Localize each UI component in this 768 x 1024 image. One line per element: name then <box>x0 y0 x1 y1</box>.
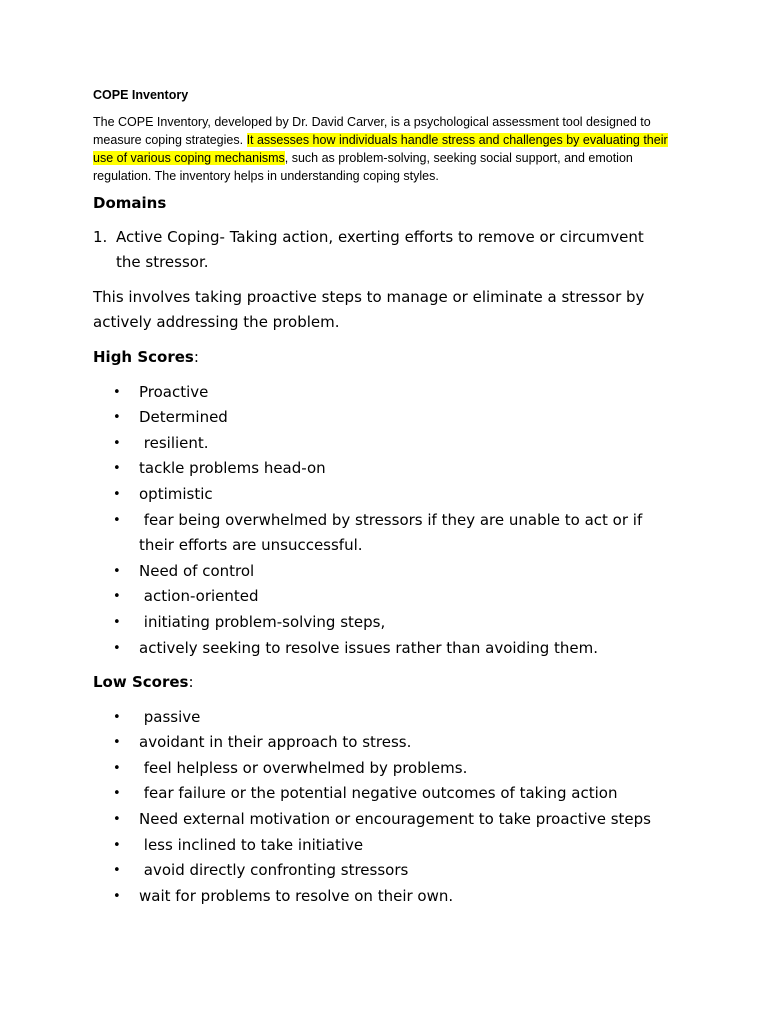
high-scores-item <box>93 508 683 559</box>
bullet-icon: • <box>113 461 121 477</box>
bullet-item-text: actively seeking to resolve issues rather than avoiding them. <box>139 638 599 657</box>
bullet-item-text: tackle problems head-on <box>139 459 326 478</box>
bullet-item-text: Need external motivation or encouragement to take proactive steps <box>139 810 651 829</box>
low-scores-item <box>93 730 683 756</box>
high-scores-item <box>93 610 683 636</box>
high-scores-list <box>93 380 683 662</box>
low-scores-item <box>93 858 683 884</box>
intro-paragraph <box>93 113 668 185</box>
low-scores-item <box>93 705 683 731</box>
intro-text-start: The COPE Inventory, developed by Dr. David Carver, is a psychological assessment tool designed to measure coping strategies. <box>93 115 651 147</box>
bullet-item-text: resilient. <box>139 433 209 452</box>
bullet-icon: • <box>113 812 121 828</box>
domain-item-number: 1. <box>93 227 108 246</box>
high-scores-item <box>93 636 683 662</box>
bullet-item-text: Need of control <box>139 561 255 580</box>
low-scores-label: Low Scores <box>93 673 189 692</box>
low-scores-item <box>93 884 683 910</box>
bullet-item-text: initiating problem-solving steps, <box>139 612 386 631</box>
bullet-item-text: wait for problems to resolve on their own. <box>139 886 454 905</box>
bullet-item-text: less inclined to take initiative <box>139 835 364 854</box>
low-scores-item <box>93 756 683 782</box>
bullet-icon: • <box>113 486 121 502</box>
bullet-item-text: avoidant in their approach to stress. <box>139 733 412 752</box>
bullet-icon: • <box>113 786 121 802</box>
high-scores-item <box>93 482 683 508</box>
bullet-item-text: Determined <box>139 408 228 427</box>
bullet-icon: • <box>113 760 121 776</box>
bullet-icon: • <box>113 640 121 656</box>
bullet-item-text: action-oriented <box>139 587 259 606</box>
bullet-icon: • <box>113 512 121 528</box>
bullet-item-text: fear being overwhelmed by stressors if they are unable to act or if their efforts are unsuccessful. <box>139 510 648 555</box>
low-scores-item <box>93 781 683 807</box>
intro-text-end: , such as problem-solving, seeking social support, and emotion regulation. The inventory helps in understanding coping styles. <box>93 151 633 183</box>
high-scores-colon: : <box>193 347 199 366</box>
domain-item-1 <box>93 225 683 276</box>
bullet-icon: • <box>113 863 121 879</box>
bullet-icon: • <box>113 735 121 751</box>
bullet-icon: • <box>113 589 121 605</box>
bullet-item-text: passive <box>139 707 201 726</box>
low-scores-colon: : <box>188 673 194 692</box>
low-scores-item <box>93 807 683 833</box>
high-scores-item <box>93 559 683 585</box>
high-scores-item <box>93 584 683 610</box>
domains-heading: Domains <box>93 194 167 212</box>
domain-description: This involves taking proactive steps to manage or eliminate a stressor by actively addressing the problem. <box>93 287 645 332</box>
bullet-icon: • <box>113 563 121 579</box>
bullet-icon: • <box>113 614 121 630</box>
document-title: COPE Inventory <box>93 88 189 102</box>
bullet-item-text: avoid directly confronting stressors <box>139 861 409 880</box>
intro-highlighted-text: It assesses how individuals handle stress and challenges by evaluating their use of various coping mechanisms <box>93 133 668 165</box>
bullet-item-text: fear failure or the potential negative outcomes of taking action <box>139 784 618 803</box>
high-scores-label: High Scores <box>93 347 194 366</box>
high-scores-heading <box>93 345 683 371</box>
bullet-icon: • <box>113 410 121 426</box>
high-scores-item <box>93 431 683 457</box>
bullet-item-text: Proactive <box>139 382 209 401</box>
bullet-item-text: feel helpless or overwhelmed by problems. <box>139 758 468 777</box>
low-scores-item <box>93 833 683 859</box>
document-page <box>93 86 683 918</box>
bullet-icon: • <box>113 435 121 451</box>
bullet-icon: • <box>113 888 121 904</box>
low-scores-list <box>93 705 683 910</box>
high-scores-item <box>93 405 683 431</box>
domain-item-text: Active Coping- Taking action, exerting efforts to remove or circumvent the stressor. <box>116 227 644 272</box>
high-scores-item <box>93 456 683 482</box>
low-scores-heading <box>93 670 683 696</box>
bullet-item-text: optimistic <box>139 484 213 503</box>
bullet-icon: • <box>113 384 121 400</box>
bullet-icon: • <box>113 837 121 853</box>
bullet-icon: • <box>113 709 121 725</box>
high-scores-item <box>93 380 683 406</box>
